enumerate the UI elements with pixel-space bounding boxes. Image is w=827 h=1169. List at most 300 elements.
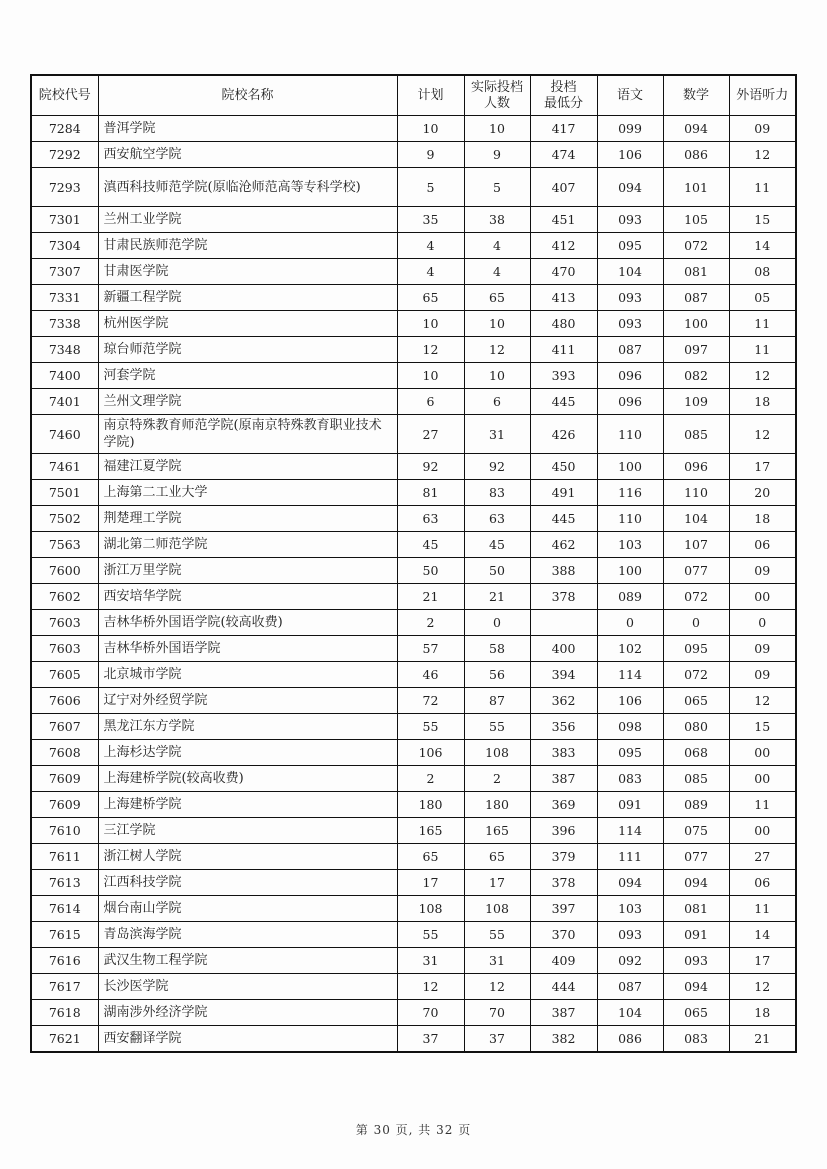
school-name-cell: 上海建桥学院 bbox=[98, 792, 397, 818]
min-score-cell: 396 bbox=[530, 818, 597, 844]
school-code-cell: 7460 bbox=[31, 415, 98, 454]
min-score-cell: 480 bbox=[530, 311, 597, 337]
school-name-cell: 普洱学院 bbox=[98, 116, 397, 142]
school-code-cell: 7603 bbox=[31, 610, 98, 636]
math-score-cell: 094 bbox=[663, 974, 729, 1000]
listening-score-cell: 18 bbox=[729, 506, 796, 532]
table-row bbox=[31, 662, 796, 688]
chinese-score-cell: 103 bbox=[597, 896, 663, 922]
min-score-cell: 379 bbox=[530, 844, 597, 870]
school-code-cell: 7293 bbox=[31, 168, 98, 207]
math-score-cell: 072 bbox=[663, 584, 729, 610]
school-code-cell: 7614 bbox=[31, 896, 98, 922]
actual-admitted-cell: 108 bbox=[464, 896, 530, 922]
min-score-cell: 388 bbox=[530, 558, 597, 584]
min-score-cell: 387 bbox=[530, 1000, 597, 1026]
actual-admitted-cell: 37 bbox=[464, 1026, 530, 1053]
chinese-score-cell: 106 bbox=[597, 688, 663, 714]
listening-score-cell: 27 bbox=[729, 844, 796, 870]
school-code-cell: 7608 bbox=[31, 740, 98, 766]
min-score-cell: 445 bbox=[530, 506, 597, 532]
chinese-score-cell: 114 bbox=[597, 662, 663, 688]
chinese-score-cell: 092 bbox=[597, 948, 663, 974]
school-name-cell: 青岛滨海学院 bbox=[98, 922, 397, 948]
plan-cell: 165 bbox=[397, 818, 464, 844]
actual-admitted-cell: 65 bbox=[464, 285, 530, 311]
table-row bbox=[31, 1000, 796, 1026]
table-row bbox=[31, 740, 796, 766]
actual-admitted-cell: 87 bbox=[464, 688, 530, 714]
chinese-score-cell: 086 bbox=[597, 1026, 663, 1053]
chinese-score-cell: 093 bbox=[597, 311, 663, 337]
plan-cell: 37 bbox=[397, 1026, 464, 1053]
listening-score-cell: 17 bbox=[729, 454, 796, 480]
plan-cell: 6 bbox=[397, 389, 464, 415]
plan-cell: 4 bbox=[397, 233, 464, 259]
math-score-cell: 096 bbox=[663, 454, 729, 480]
header-plan: 计划 bbox=[397, 75, 464, 116]
chinese-score-cell: 094 bbox=[597, 870, 663, 896]
listening-score-cell: 14 bbox=[729, 922, 796, 948]
table-row bbox=[31, 454, 796, 480]
listening-score-cell: 09 bbox=[729, 116, 796, 142]
math-score-cell: 082 bbox=[663, 363, 729, 389]
school-code-cell: 7563 bbox=[31, 532, 98, 558]
table-row bbox=[31, 207, 796, 233]
school-code-cell: 7284 bbox=[31, 116, 98, 142]
actual-admitted-cell: 9 bbox=[464, 142, 530, 168]
school-name-cell: 杭州医学院 bbox=[98, 311, 397, 337]
header-listening: 外语听力 bbox=[729, 75, 796, 116]
min-score-cell: 394 bbox=[530, 662, 597, 688]
school-name-cell: 滇西科技师范学院(原临沧师范高等专科学校) bbox=[98, 168, 397, 207]
math-score-cell: 083 bbox=[663, 1026, 729, 1053]
min-score-cell bbox=[530, 610, 597, 636]
actual-admitted-cell: 70 bbox=[464, 1000, 530, 1026]
school-code-cell: 7621 bbox=[31, 1026, 98, 1053]
school-name-cell: 兰州文理学院 bbox=[98, 389, 397, 415]
math-score-cell: 101 bbox=[663, 168, 729, 207]
school-name-cell: 武汉生物工程学院 bbox=[98, 948, 397, 974]
header-min-line1: 投档 bbox=[550, 79, 577, 95]
actual-admitted-cell: 10 bbox=[464, 363, 530, 389]
school-code-cell: 7613 bbox=[31, 870, 98, 896]
actual-admitted-cell: 92 bbox=[464, 454, 530, 480]
chinese-score-cell: 095 bbox=[597, 233, 663, 259]
plan-cell: 10 bbox=[397, 311, 464, 337]
listening-score-cell: 21 bbox=[729, 1026, 796, 1053]
school-code-cell: 7502 bbox=[31, 506, 98, 532]
school-name-cell: 西安翻译学院 bbox=[98, 1026, 397, 1053]
plan-cell: 92 bbox=[397, 454, 464, 480]
min-score-cell: 444 bbox=[530, 974, 597, 1000]
plan-cell: 55 bbox=[397, 922, 464, 948]
table-row bbox=[31, 1026, 796, 1053]
table-row bbox=[31, 818, 796, 844]
school-name-cell: 江西科技学院 bbox=[98, 870, 397, 896]
listening-score-cell: 06 bbox=[729, 870, 796, 896]
listening-score-cell: 20 bbox=[729, 480, 796, 506]
actual-admitted-cell: 21 bbox=[464, 584, 530, 610]
actual-admitted-cell: 63 bbox=[464, 506, 530, 532]
plan-cell: 180 bbox=[397, 792, 464, 818]
math-score-cell: 110 bbox=[663, 480, 729, 506]
actual-admitted-cell: 12 bbox=[464, 337, 530, 363]
table-row bbox=[31, 415, 796, 454]
chinese-score-cell: 096 bbox=[597, 363, 663, 389]
math-score-cell: 077 bbox=[663, 558, 729, 584]
school-code-cell: 7611 bbox=[31, 844, 98, 870]
math-score-cell: 075 bbox=[663, 818, 729, 844]
chinese-score-cell: 100 bbox=[597, 454, 663, 480]
school-name-cell: 荆楚理工学院 bbox=[98, 506, 397, 532]
chinese-score-cell: 087 bbox=[597, 974, 663, 1000]
school-name-cell: 三江学院 bbox=[98, 818, 397, 844]
plan-cell: 65 bbox=[397, 285, 464, 311]
min-score-cell: 370 bbox=[530, 922, 597, 948]
listening-score-cell: 00 bbox=[729, 766, 796, 792]
table-row bbox=[31, 688, 796, 714]
school-code-cell: 7501 bbox=[31, 480, 98, 506]
min-score-cell: 409 bbox=[530, 948, 597, 974]
school-name-cell: 黑龙江东方学院 bbox=[98, 714, 397, 740]
school-code-cell: 7609 bbox=[31, 792, 98, 818]
math-score-cell: 097 bbox=[663, 337, 729, 363]
chinese-score-cell: 093 bbox=[597, 285, 663, 311]
listening-score-cell: 09 bbox=[729, 662, 796, 688]
listening-score-cell: 14 bbox=[729, 233, 796, 259]
school-code-cell: 7461 bbox=[31, 454, 98, 480]
actual-admitted-cell: 83 bbox=[464, 480, 530, 506]
chinese-score-cell: 114 bbox=[597, 818, 663, 844]
school-name-cell: 兰州工业学院 bbox=[98, 207, 397, 233]
table-row bbox=[31, 259, 796, 285]
school-name-cell: 西安航空学院 bbox=[98, 142, 397, 168]
table-row bbox=[31, 532, 796, 558]
header-chinese: 语文 bbox=[597, 75, 663, 116]
school-code-cell: 7331 bbox=[31, 285, 98, 311]
chinese-score-cell: 106 bbox=[597, 142, 663, 168]
actual-admitted-cell: 38 bbox=[464, 207, 530, 233]
min-score-cell: 397 bbox=[530, 896, 597, 922]
chinese-score-cell: 098 bbox=[597, 714, 663, 740]
plan-cell: 106 bbox=[397, 740, 464, 766]
chinese-score-cell: 091 bbox=[597, 792, 663, 818]
math-score-cell: 094 bbox=[663, 870, 729, 896]
school-code-cell: 7400 bbox=[31, 363, 98, 389]
min-score-cell: 356 bbox=[530, 714, 597, 740]
header-school-name: 院校名称 bbox=[98, 75, 397, 116]
math-score-cell: 085 bbox=[663, 766, 729, 792]
table-row bbox=[31, 948, 796, 974]
chinese-score-cell: 093 bbox=[597, 922, 663, 948]
table-row bbox=[31, 142, 796, 168]
listening-score-cell: 11 bbox=[729, 168, 796, 207]
math-score-cell: 094 bbox=[663, 116, 729, 142]
actual-admitted-cell: 55 bbox=[464, 714, 530, 740]
listening-score-cell: 00 bbox=[729, 818, 796, 844]
plan-cell: 10 bbox=[397, 363, 464, 389]
school-code-cell: 7338 bbox=[31, 311, 98, 337]
header-actual-admitted bbox=[464, 75, 530, 116]
listening-score-cell: 09 bbox=[729, 636, 796, 662]
school-code-cell: 7603 bbox=[31, 636, 98, 662]
listening-score-cell: 12 bbox=[729, 688, 796, 714]
actual-admitted-cell: 10 bbox=[464, 116, 530, 142]
math-score-cell: 089 bbox=[663, 792, 729, 818]
school-code-cell: 7292 bbox=[31, 142, 98, 168]
table-row bbox=[31, 844, 796, 870]
admissions-score-table bbox=[30, 74, 797, 1053]
header-actual-line2: 人数 bbox=[483, 95, 510, 111]
table-row bbox=[31, 116, 796, 142]
math-score-cell: 068 bbox=[663, 740, 729, 766]
school-code-cell: 7618 bbox=[31, 1000, 98, 1026]
plan-cell: 31 bbox=[397, 948, 464, 974]
table-row bbox=[31, 610, 796, 636]
plan-cell: 12 bbox=[397, 337, 464, 363]
actual-admitted-cell: 55 bbox=[464, 922, 530, 948]
min-score-cell: 413 bbox=[530, 285, 597, 311]
math-score-cell: 072 bbox=[663, 662, 729, 688]
plan-cell: 65 bbox=[397, 844, 464, 870]
school-name-cell: 吉林华桥外国语学院(较高收费) bbox=[98, 610, 397, 636]
table-row bbox=[31, 363, 796, 389]
min-score-cell: 393 bbox=[530, 363, 597, 389]
school-name-cell: 西安培华学院 bbox=[98, 584, 397, 610]
plan-cell: 63 bbox=[397, 506, 464, 532]
school-name-cell: 北京城市学院 bbox=[98, 662, 397, 688]
table-row bbox=[31, 870, 796, 896]
school-name-cell: 上海建桥学院(较高收费) bbox=[98, 766, 397, 792]
actual-admitted-cell: 4 bbox=[464, 233, 530, 259]
math-score-cell: 081 bbox=[663, 259, 729, 285]
listening-score-cell: 12 bbox=[729, 363, 796, 389]
table-row bbox=[31, 896, 796, 922]
chinese-score-cell: 110 bbox=[597, 506, 663, 532]
plan-cell: 45 bbox=[397, 532, 464, 558]
listening-score-cell: 12 bbox=[729, 142, 796, 168]
listening-score-cell: 00 bbox=[729, 584, 796, 610]
chinese-score-cell: 104 bbox=[597, 259, 663, 285]
min-score-cell: 445 bbox=[530, 389, 597, 415]
math-score-cell: 085 bbox=[663, 415, 729, 454]
actual-admitted-cell: 45 bbox=[464, 532, 530, 558]
plan-cell: 57 bbox=[397, 636, 464, 662]
math-score-cell: 065 bbox=[663, 688, 729, 714]
min-score-cell: 426 bbox=[530, 415, 597, 454]
actual-admitted-cell: 108 bbox=[464, 740, 530, 766]
min-score-cell: 378 bbox=[530, 584, 597, 610]
plan-cell: 27 bbox=[397, 415, 464, 454]
school-name-cell: 甘肃民族师范学院 bbox=[98, 233, 397, 259]
school-name-cell: 浙江树人学院 bbox=[98, 844, 397, 870]
school-code-cell: 7348 bbox=[31, 337, 98, 363]
actual-admitted-cell: 0 bbox=[464, 610, 530, 636]
listening-score-cell: 00 bbox=[729, 740, 796, 766]
plan-cell: 2 bbox=[397, 766, 464, 792]
header-min-score bbox=[530, 75, 597, 116]
plan-cell: 72 bbox=[397, 688, 464, 714]
school-code-cell: 7616 bbox=[31, 948, 98, 974]
school-code-cell: 7304 bbox=[31, 233, 98, 259]
actual-admitted-cell: 50 bbox=[464, 558, 530, 584]
chinese-score-cell: 102 bbox=[597, 636, 663, 662]
school-name-cell: 甘肃医学院 bbox=[98, 259, 397, 285]
actual-admitted-cell: 65 bbox=[464, 844, 530, 870]
actual-admitted-cell: 58 bbox=[464, 636, 530, 662]
school-name-cell: 浙江万里学院 bbox=[98, 558, 397, 584]
math-score-cell: 080 bbox=[663, 714, 729, 740]
school-code-cell: 7617 bbox=[31, 974, 98, 1000]
school-code-cell: 7607 bbox=[31, 714, 98, 740]
school-code-cell: 7401 bbox=[31, 389, 98, 415]
chinese-score-cell: 089 bbox=[597, 584, 663, 610]
chinese-score-cell: 094 bbox=[597, 168, 663, 207]
min-score-cell: 412 bbox=[530, 233, 597, 259]
min-score-cell: 362 bbox=[530, 688, 597, 714]
table-row bbox=[31, 636, 796, 662]
min-score-cell: 470 bbox=[530, 259, 597, 285]
table-row bbox=[31, 168, 796, 207]
plan-cell: 17 bbox=[397, 870, 464, 896]
listening-score-cell: 11 bbox=[729, 896, 796, 922]
actual-admitted-cell: 12 bbox=[464, 974, 530, 1000]
school-code-cell: 7600 bbox=[31, 558, 98, 584]
min-score-cell: 474 bbox=[530, 142, 597, 168]
plan-cell: 2 bbox=[397, 610, 464, 636]
listening-score-cell: 0 bbox=[729, 610, 796, 636]
math-score-cell: 065 bbox=[663, 1000, 729, 1026]
min-score-cell: 387 bbox=[530, 766, 597, 792]
table-body bbox=[31, 116, 796, 1053]
min-score-cell: 369 bbox=[530, 792, 597, 818]
plan-cell: 108 bbox=[397, 896, 464, 922]
math-score-cell: 077 bbox=[663, 844, 729, 870]
min-score-cell: 450 bbox=[530, 454, 597, 480]
actual-admitted-cell: 165 bbox=[464, 818, 530, 844]
listening-score-cell: 15 bbox=[729, 207, 796, 233]
school-name-cell: 吉林华桥外国语学院 bbox=[98, 636, 397, 662]
chinese-score-cell: 093 bbox=[597, 207, 663, 233]
chinese-score-cell: 083 bbox=[597, 766, 663, 792]
header-min-line2: 最低分 bbox=[543, 95, 583, 111]
math-score-cell: 107 bbox=[663, 532, 729, 558]
math-score-cell: 100 bbox=[663, 311, 729, 337]
plan-cell: 9 bbox=[397, 142, 464, 168]
table-row bbox=[31, 558, 796, 584]
min-score-cell: 382 bbox=[530, 1026, 597, 1053]
page-number-footer: 第 30 页, 共 32 页 bbox=[355, 1123, 472, 1137]
plan-cell: 35 bbox=[397, 207, 464, 233]
chinese-score-cell: 111 bbox=[597, 844, 663, 870]
listening-score-cell: 18 bbox=[729, 389, 796, 415]
actual-admitted-cell: 31 bbox=[464, 415, 530, 454]
min-score-cell: 383 bbox=[530, 740, 597, 766]
table-row bbox=[31, 766, 796, 792]
listening-score-cell: 06 bbox=[729, 532, 796, 558]
listening-score-cell: 17 bbox=[729, 948, 796, 974]
school-code-cell: 7307 bbox=[31, 259, 98, 285]
chinese-score-cell: 116 bbox=[597, 480, 663, 506]
school-name-cell: 辽宁对外经贸学院 bbox=[98, 688, 397, 714]
math-score-cell: 095 bbox=[663, 636, 729, 662]
actual-admitted-cell: 6 bbox=[464, 389, 530, 415]
school-code-cell: 7605 bbox=[31, 662, 98, 688]
chinese-score-cell: 099 bbox=[597, 116, 663, 142]
min-score-cell: 400 bbox=[530, 636, 597, 662]
chinese-score-cell: 0 bbox=[597, 610, 663, 636]
plan-cell: 50 bbox=[397, 558, 464, 584]
table-row bbox=[31, 389, 796, 415]
min-score-cell: 451 bbox=[530, 207, 597, 233]
school-name-cell: 湖南涉外经济学院 bbox=[98, 1000, 397, 1026]
school-code-cell: 7615 bbox=[31, 922, 98, 948]
table-row bbox=[31, 792, 796, 818]
min-score-cell: 462 bbox=[530, 532, 597, 558]
school-name-cell: 湖北第二师范学院 bbox=[98, 532, 397, 558]
chinese-score-cell: 110 bbox=[597, 415, 663, 454]
chinese-score-cell: 096 bbox=[597, 389, 663, 415]
school-code-cell: 7610 bbox=[31, 818, 98, 844]
listening-score-cell: 11 bbox=[729, 792, 796, 818]
school-code-cell: 7602 bbox=[31, 584, 98, 610]
actual-admitted-cell: 4 bbox=[464, 259, 530, 285]
school-name-cell: 河套学院 bbox=[98, 363, 397, 389]
math-score-cell: 0 bbox=[663, 610, 729, 636]
plan-cell: 70 bbox=[397, 1000, 464, 1026]
school-name-cell: 福建江夏学院 bbox=[98, 454, 397, 480]
school-name-cell: 上海杉达学院 bbox=[98, 740, 397, 766]
math-score-cell: 087 bbox=[663, 285, 729, 311]
school-code-cell: 7606 bbox=[31, 688, 98, 714]
math-score-cell: 086 bbox=[663, 142, 729, 168]
table-row bbox=[31, 584, 796, 610]
table-row bbox=[31, 974, 796, 1000]
school-name-cell: 琼台师范学院 bbox=[98, 337, 397, 363]
listening-score-cell: 09 bbox=[729, 558, 796, 584]
table-row bbox=[31, 285, 796, 311]
math-score-cell: 104 bbox=[663, 506, 729, 532]
plan-cell: 10 bbox=[397, 116, 464, 142]
chinese-score-cell: 104 bbox=[597, 1000, 663, 1026]
table-row bbox=[31, 311, 796, 337]
min-score-cell: 407 bbox=[530, 168, 597, 207]
listening-score-cell: 15 bbox=[729, 714, 796, 740]
min-score-cell: 491 bbox=[530, 480, 597, 506]
listening-score-cell: 18 bbox=[729, 1000, 796, 1026]
chinese-score-cell: 087 bbox=[597, 337, 663, 363]
actual-admitted-cell: 180 bbox=[464, 792, 530, 818]
actual-admitted-cell: 31 bbox=[464, 948, 530, 974]
table-row bbox=[31, 922, 796, 948]
plan-cell: 46 bbox=[397, 662, 464, 688]
header-actual-line1: 实际投档 bbox=[470, 79, 523, 95]
actual-admitted-cell: 5 bbox=[464, 168, 530, 207]
math-score-cell: 091 bbox=[663, 922, 729, 948]
listening-score-cell: 12 bbox=[729, 974, 796, 1000]
plan-cell: 4 bbox=[397, 259, 464, 285]
chinese-score-cell: 103 bbox=[597, 532, 663, 558]
header-school-code: 院校代号 bbox=[31, 75, 98, 116]
school-code-cell: 7301 bbox=[31, 207, 98, 233]
plan-cell: 5 bbox=[397, 168, 464, 207]
math-score-cell: 081 bbox=[663, 896, 729, 922]
min-score-cell: 378 bbox=[530, 870, 597, 896]
school-code-cell: 7609 bbox=[31, 766, 98, 792]
school-name-cell: 长沙医学院 bbox=[98, 974, 397, 1000]
plan-cell: 21 bbox=[397, 584, 464, 610]
